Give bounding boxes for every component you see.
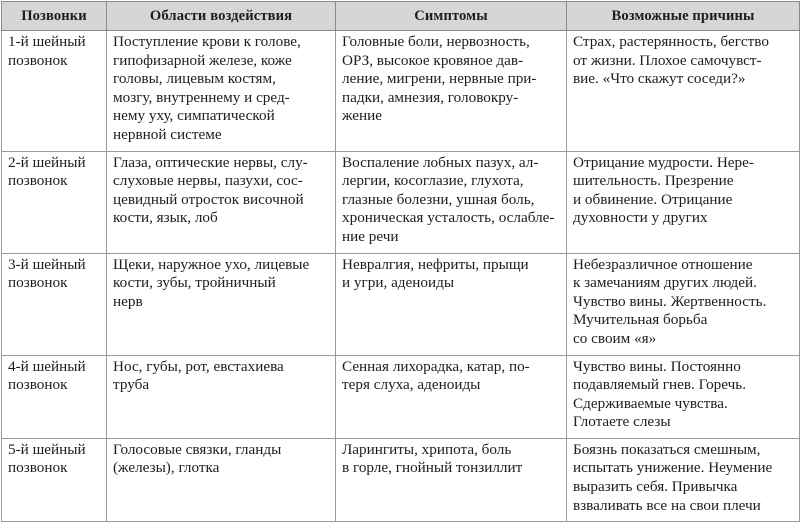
header-row (2, 2, 800, 31)
cell-areas (107, 355, 336, 438)
cell-causes-text: Боязнь показаться смешным, испытать унижение. Неумение выразить себя. Привычка взваливать все на свои плечи (573, 440, 773, 514)
cell-vertebra-text: 1-й шейный позвонок (8, 33, 86, 69)
cell-areas (107, 253, 336, 355)
cell-vertebra (2, 151, 107, 253)
cell-causes (567, 31, 800, 152)
table-row (2, 31, 800, 152)
cell-symptoms (336, 151, 567, 253)
cell-causes-text: Небезразличное отношение к замечаниям других людей. Чувство вины. Жертвенность. Мучительная борьба со своим «я» (573, 255, 767, 347)
table-header (2, 2, 800, 31)
cell-symptoms (336, 355, 567, 438)
cell-symptoms-text: Ларингиты, хрипота, боль в горле, гнойный тонзиллит (342, 440, 523, 477)
cell-symptoms (336, 31, 567, 152)
cell-areas (107, 31, 336, 152)
table-row (2, 253, 800, 355)
header-symptoms: Симптомы (336, 2, 567, 31)
cell-causes-text: Чувство вины. Постоянно подавляемый гнев. Горечь. Сдерживаемые чувства. Глотаете слезы (573, 357, 746, 431)
cell-symptoms (336, 253, 567, 355)
table-row (2, 355, 800, 438)
cell-causes (567, 355, 800, 438)
header-areas: Области воздействия (107, 2, 336, 31)
table-row (2, 151, 800, 253)
cell-symptoms-text: Сенная лихорадка, катар, по- теря слуха, аденоиды (342, 357, 530, 394)
cell-vertebra-text: 2-й шейный позвонок (8, 153, 86, 190)
cell-vertebra-text: 4-й шейный позвонок (8, 357, 86, 394)
header-vertebra: Позвонки (2, 2, 107, 31)
cell-vertebra-text: 5-й шейный позвонок (8, 440, 86, 477)
table-row (2, 438, 800, 521)
cell-symptoms-text: Воспаление лобных пазух, ал- лергии, косоглазие, глухота, глазные болезни, ушная боль, хроническая усталость, ослабле- ние речи (342, 153, 555, 245)
cell-vertebra-text: 3-й шейный позвонок (8, 255, 86, 292)
vertebrae-table (1, 1, 800, 522)
cell-vertebra (2, 438, 107, 521)
cell-areas (107, 151, 336, 253)
cell-areas-text: Голосовые связки, гланды (железы), глотка (113, 440, 282, 477)
header-causes: Возможные причины (567, 2, 800, 31)
cell-vertebra (2, 355, 107, 438)
cell-causes (567, 151, 800, 253)
cell-causes (567, 253, 800, 355)
cell-causes (567, 438, 800, 521)
cell-areas (107, 438, 336, 521)
cell-vertebra (2, 31, 107, 152)
cell-causes-text: Отрицание мудрости. Нере- шительность. Презрение и обвинение. Отрицание духовности у других (573, 153, 754, 227)
cell-areas-text: Щеки, наружное ухо, лицевые кости, зубы, тройничный нерв (113, 255, 310, 310)
cell-symptoms (336, 438, 567, 521)
cell-areas-text: Глаза, оптические нервы, слу- слуховые нервы, пазухи, сос- цевидный отросток височной кости, язык, лоб (113, 153, 308, 227)
cell-symptoms-text: Невралгия, нефриты, прыщи и угри, аденоиды (342, 255, 529, 292)
cell-causes-text: Страх, растерянность, бегство от жизни. Плохое самочувст- вие. «Что скажут соседи?» (573, 33, 769, 88)
cell-vertebra (2, 253, 107, 355)
table-body (2, 31, 800, 522)
cell-areas-text: Нос, губы, рот, евстахиева труба (113, 357, 284, 394)
cell-symptoms-text: Головные боли, нервозность, ОРЗ, высокое кровяное дав- ление, мигрени, нервные при- падки, амнезия, головокру- жение (342, 33, 537, 125)
cell-areas-text: Поступление крови к голове, гипофизарной железе, коже головы, лицевым костям, мозгу, внутреннему и сред- нему уху, симпатической нервной системе (113, 33, 301, 143)
